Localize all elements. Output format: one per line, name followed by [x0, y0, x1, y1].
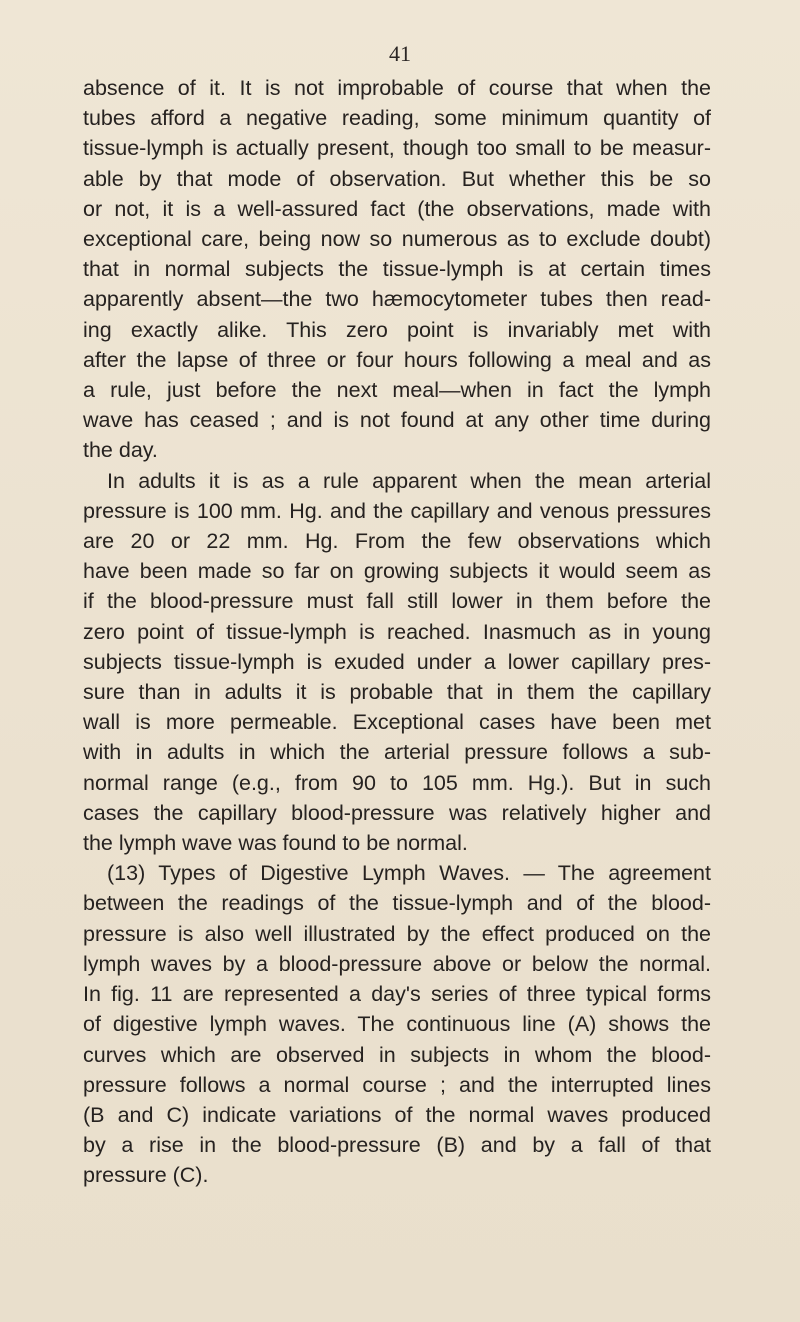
text-line: pressure (C).	[83, 1163, 209, 1188]
text-line: tubes afford a negative reading, some minimum quantity of	[83, 106, 711, 131]
text-line: exceptional care, being now so numerous as to exclude doubt)	[83, 227, 711, 252]
text-line: subjects tissue-lymph is exuded under a lower capillary pres-	[83, 649, 711, 674]
page-number: 41	[389, 41, 411, 66]
text-line: if the blood-pressure must fall still lower in them before the	[83, 589, 711, 614]
text-line: wave has ceased ; and is not found at any other time during	[83, 408, 711, 433]
text-line: absence of it. It is not improbable of course that when the	[83, 76, 711, 100]
text-line: the lymph wave was found to be normal.	[83, 831, 468, 856]
text-line: pressure is also well illustrated by the effect produced on the	[83, 921, 711, 946]
text-line: pressure is 100 mm. Hg. and the capillary and venous pressures	[83, 498, 711, 523]
text-line: In adults it is as a rule apparent when the mean arterial	[107, 468, 711, 493]
text-line: are 20 or 22 mm. Hg. From the few observations which	[83, 529, 711, 554]
text-line: ing exactly alike. This zero point is invariably met with	[83, 317, 711, 342]
text-line: (13) Types of Digestive Lymph Waves. — The agreement	[107, 861, 711, 886]
text-line: able by that mode of observation. But whether this be so	[83, 166, 711, 191]
text-line: of digestive lymph waves. The continuous line (A) shows the	[83, 1012, 711, 1037]
text-line: zero point of tissue-lymph is reached. Inasmuch as in young	[83, 619, 711, 644]
text-line: a rule, just before the next meal—when in fact the lymph	[83, 378, 711, 403]
text-line: by a rise in the blood-pressure (B) and by a fall of that	[83, 1133, 711, 1158]
text-line: with in adults in which the arterial pressure follows a sub-	[83, 740, 711, 765]
text-line: In fig. 11 are represented a day's series of three typical forms	[83, 982, 711, 1007]
text-line: after the lapse of three or four hours following a meal and as	[83, 347, 711, 372]
text-line: wall is more permeable. Exceptional cases have been met	[83, 710, 711, 735]
text-line: apparently absent—the two hæmocytometer tubes then read-	[83, 287, 711, 312]
text-line: pressure follows a normal course ; and the interrupted lines	[83, 1072, 711, 1097]
text-line: curves which are observed in subjects in whom the blood-	[83, 1042, 711, 1067]
text-line: that in normal subjects the tissue-lymph is at certain times	[83, 257, 711, 282]
text-line: (B and C) indicate variations of the normal waves produced	[83, 1102, 711, 1127]
text-line: between the readings of the tissue-lymph and of the blood-	[83, 891, 711, 916]
text-line: have been made so far on growing subjects it would seem as	[83, 559, 711, 584]
body-text	[83, 73, 711, 1191]
text-line: or not, it is a well-assured fact (the observations, made with	[83, 196, 711, 221]
text-line: tissue-lymph is actually present, though too small to be measur-	[83, 136, 711, 161]
text-line: cases the capillary blood-pressure was relatively higher and	[83, 800, 711, 825]
text-line: sure than in adults it is probable that in them the capillary	[83, 680, 711, 705]
text-line: the day.	[83, 438, 158, 463]
text-line: normal range (e.g., from 90 to 105 mm. Hg.). But in such	[83, 770, 711, 795]
text-line: lymph waves by a blood-pressure above or below the normal.	[83, 951, 711, 976]
